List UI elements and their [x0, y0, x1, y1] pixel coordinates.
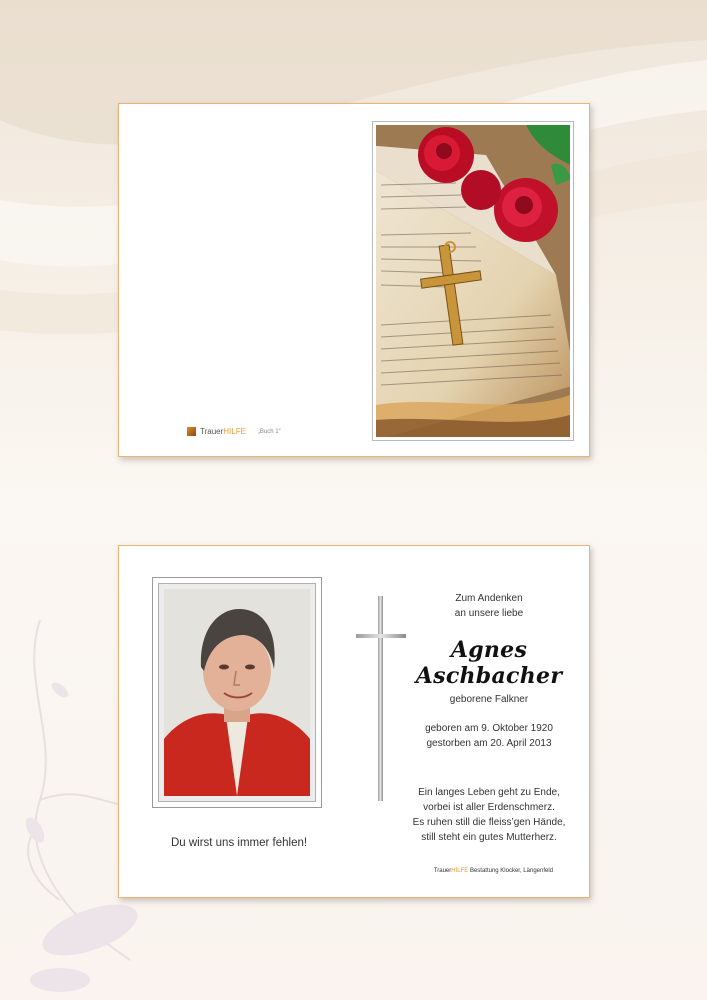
elderly-woman-portrait-icon — [164, 589, 310, 796]
poem-line: Ein langes Leben geht zu Ende, — [418, 787, 560, 798]
funeral-home-footer — [434, 868, 553, 874]
life-dates — [389, 721, 589, 751]
birth-date: geboren am 9. Oktober 1920 — [425, 723, 553, 734]
poem — [389, 785, 589, 845]
footer-brand: TrauerHILFE — [433, 868, 469, 874]
cover-photo-frame — [372, 121, 574, 441]
deceased-name: Agnes Aschbacher — [415, 637, 563, 689]
maiden-name: geborene Falkner — [449, 694, 529, 705]
logo-subtitle: „Buch 1“ — [257, 428, 281, 435]
poem-line: vorbei ist aller Erdenschmerz. — [423, 802, 555, 813]
intro-line-2: an unsere liebe — [454, 608, 524, 619]
trauerhilfe-logo — [187, 427, 281, 436]
death-date: gestorben am 20. April 2013 — [426, 738, 552, 749]
bible-roses-crucifix-icon — [376, 125, 570, 437]
portrait-frame — [152, 577, 322, 808]
poem-line: still steht ein gutes Mutterherz. — [421, 832, 557, 843]
logo-text: TrauerHILFE — [200, 427, 246, 436]
portrait-inner-frame — [158, 583, 316, 802]
poem-line: Es ruhen still die fleiss’gen Hände, — [412, 817, 566, 828]
intro-line-1: Zum Andenken — [455, 593, 523, 604]
memorial-text — [389, 591, 589, 845]
tagline: Du wirst uns immer fehlen! — [170, 837, 308, 849]
trauerhilfe-logo-icon — [187, 427, 196, 436]
memorial-card — [118, 545, 590, 898]
footer-text: Bestattung Klocker, Längenfeld — [469, 868, 553, 874]
front-card — [118, 103, 590, 457]
